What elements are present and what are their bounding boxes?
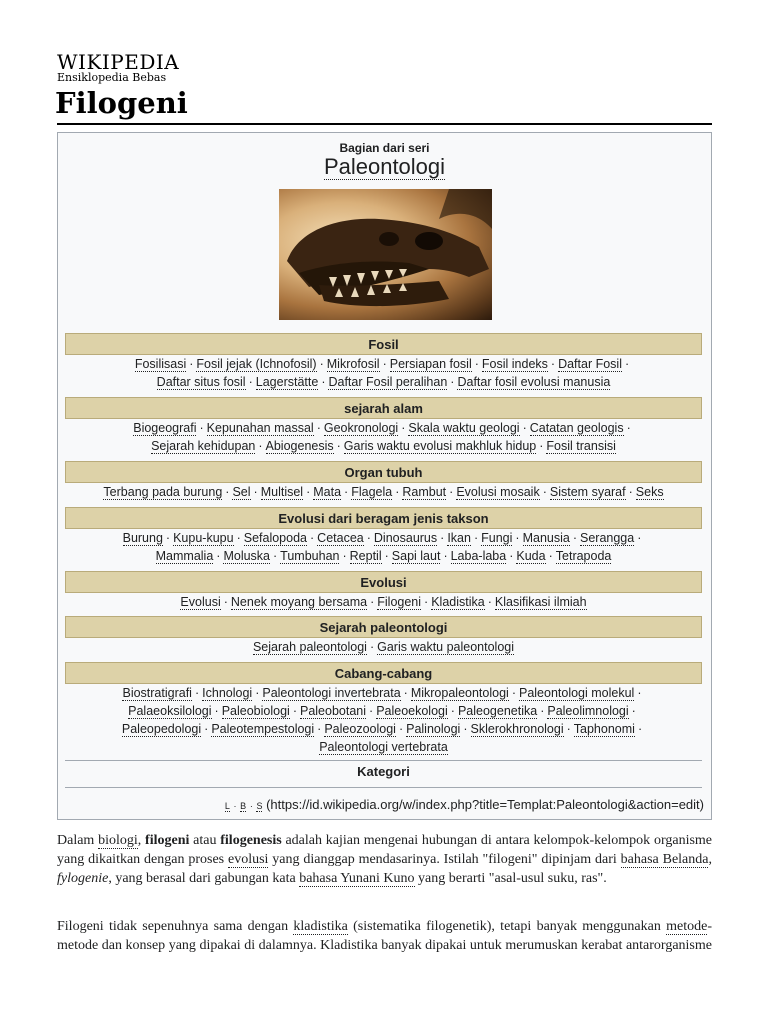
link-separator: ·: [572, 531, 577, 545]
nav-link[interactable]: Paleoekologi: [376, 704, 448, 718]
link-separator: ·: [424, 595, 429, 609]
nav-link[interactable]: Biogeografi: [133, 421, 197, 435]
link-separator: ·: [189, 357, 194, 371]
section-links-line: [65, 437, 702, 455]
nav-link[interactable]: Catatan geologis: [529, 421, 624, 435]
nav-link[interactable]: Fosil jejak (Ichnofosil): [196, 357, 317, 371]
nav-link[interactable]: Palaeoksilologi: [128, 704, 212, 718]
nav-link[interactable]: Terbang pada burung: [103, 485, 223, 499]
link-separator: ·: [258, 439, 263, 453]
link-separator: ·: [566, 722, 571, 736]
link-separator: ·: [401, 421, 406, 435]
nav-link[interactable]: Fosilisasi: [134, 357, 187, 371]
link-separator: ·: [336, 439, 341, 453]
series-title: [58, 153, 711, 181]
section-links-line: [65, 547, 702, 565]
link-separator: ·: [344, 485, 349, 499]
link-separator: ·: [223, 595, 228, 609]
nav-link[interactable]: Paleontologi molekul: [518, 686, 635, 700]
paragraph-text: Filogeni tidak sepenuhnya sama dengan: [57, 919, 294, 934]
paragraph-text: ,: [137, 833, 146, 848]
nav-link[interactable]: Biostratigrafi: [122, 686, 192, 700]
nav-link[interactable]: Reptil: [349, 549, 382, 563]
article-link[interactable]: biologi: [98, 833, 138, 848]
nav-link[interactable]: Ichnologi: [202, 686, 253, 700]
nav-link[interactable]: Cetacea: [317, 531, 364, 545]
link-separator: ·: [204, 722, 209, 736]
link-separator: ·: [306, 485, 311, 499]
section-links-line: [65, 593, 702, 611]
link-separator: ·: [199, 421, 204, 435]
nav-link[interactable]: Nenek moyang bersama: [230, 595, 368, 609]
nav-link[interactable]: Kupu-kupu: [173, 531, 234, 545]
link-separator: ·: [637, 531, 642, 545]
nav-link[interactable]: Paleozoologi: [324, 722, 396, 736]
nav-link[interactable]: Ikan: [447, 531, 471, 545]
section-header[interactable]: Sejarah paleontologi: [65, 616, 702, 638]
paragraph-text: , yang berasal dari gabungan kata: [108, 871, 300, 886]
nav-link[interactable]: Kepunahan massal: [206, 421, 314, 435]
kategori-divider-top: [65, 760, 702, 761]
nav-link[interactable]: Mammalia: [155, 549, 214, 563]
nav-link[interactable]: Tumbuhan: [280, 549, 340, 563]
section-links-line: [65, 738, 702, 756]
paragraph-text: Dalam: [57, 833, 99, 848]
navbar-separator: ·: [249, 801, 253, 811]
nav-link[interactable]: Mata: [313, 485, 342, 499]
nav-link[interactable]: Kuda: [516, 549, 546, 563]
link-separator: ·: [214, 704, 219, 718]
link-separator: ·: [319, 357, 324, 371]
nav-link[interactable]: Burung: [122, 531, 163, 545]
nav-link[interactable]: Moluska: [223, 549, 270, 563]
nav-link[interactable]: Daftar situs fosil: [156, 375, 246, 389]
nav-link[interactable]: Paleontologi vertebrata: [319, 740, 448, 754]
link-separator: ·: [384, 549, 389, 563]
paragraph-text: yang dianggap mendasarinya. Istilah "filogeni" dipinjam dari: [268, 852, 621, 867]
section-links-line: [65, 638, 702, 656]
nav-link[interactable]: Garis waktu evolusi makhluk hidup: [343, 439, 537, 453]
nav-link[interactable]: Paleopedologi: [121, 722, 202, 736]
nav-link[interactable]: Sistem syaraf: [549, 485, 626, 499]
article-link[interactable]: kladistika: [293, 919, 348, 934]
nav-link[interactable]: Paleogenetika: [457, 704, 538, 718]
paleontology-infobox: [57, 132, 712, 820]
link-separator: ·: [342, 549, 347, 563]
link-separator: ·: [511, 686, 516, 700]
nav-link[interactable]: Geokronologi: [323, 421, 399, 435]
link-separator: ·: [637, 722, 643, 736]
link-separator: ·: [626, 421, 631, 435]
section-header[interactable]: Cabang-cabang: [65, 662, 702, 684]
link-separator: ·: [449, 485, 454, 499]
section-header[interactable]: Fosil: [65, 333, 702, 355]
nav-link[interactable]: Seks: [635, 485, 664, 499]
link-separator: ·: [540, 704, 545, 718]
paragraph-text: atau: [189, 833, 221, 848]
kategori-link[interactable]: Kategori: [357, 764, 410, 779]
nav-link[interactable]: Paleobiologi: [221, 704, 290, 718]
section-header[interactable]: Evolusi: [65, 571, 702, 593]
paragraph-text: ,: [708, 852, 712, 867]
nav-link[interactable]: Sefalopoda: [243, 531, 307, 545]
template-navbar: [225, 796, 704, 815]
link-separator: ·: [515, 531, 520, 545]
nav-link[interactable]: Dinosaurus: [373, 531, 438, 545]
site-tagline: Ensiklopedia Bebas: [57, 71, 167, 84]
nav-link[interactable]: Sklerokhronologi: [470, 722, 564, 736]
dinosaur-skull-illustration: [279, 189, 492, 320]
nav-link[interactable]: Persiapan fosil: [389, 357, 472, 371]
nav-link[interactable]: Sel: [232, 485, 251, 499]
bold-term: filogeni: [145, 833, 190, 848]
article-link[interactable]: metode: [666, 919, 708, 934]
paragraph-text: yang berarti "asal-usul suku, ras".: [414, 871, 607, 886]
nav-link[interactable]: Tetrapoda: [555, 549, 612, 563]
link-separator: ·: [165, 531, 171, 545]
nav-link[interactable]: Skala waktu geologi: [408, 421, 520, 435]
link-separator: ·: [225, 485, 230, 499]
link-separator: ·: [292, 704, 297, 718]
link-separator: ·: [382, 357, 387, 371]
link-separator: ·: [487, 595, 492, 609]
link-separator: ·: [403, 686, 408, 700]
nav-link[interactable]: Evolusi mosaik: [456, 485, 540, 499]
dinosaur-skull-image[interactable]: [279, 189, 492, 320]
nav-link[interactable]: Sejarah kehidupan: [151, 439, 256, 453]
nav-link[interactable]: Fungi: [481, 531, 513, 545]
link-separator: ·: [316, 421, 321, 435]
article-link[interactable]: bahasa Yunani Kuno: [299, 871, 415, 886]
section-links-line: [65, 373, 702, 391]
link-separator: ·: [369, 640, 375, 654]
link-separator: ·: [624, 357, 630, 371]
section-header[interactable]: Evolusi dari beragam jenis takson: [65, 507, 702, 529]
link-separator: ·: [310, 531, 315, 545]
link-separator: ·: [450, 375, 455, 389]
discuss-template-link[interactable]: B: [240, 801, 247, 811]
link-separator: ·: [216, 549, 221, 563]
nav-link[interactable]: Filogeni: [377, 595, 422, 609]
series-title-link[interactable]: Paleontologi: [323, 154, 446, 179]
nav-link[interactable]: Mikrofosil: [326, 357, 380, 371]
link-separator: ·: [395, 485, 400, 499]
series-label: Bagian dari seri: [339, 141, 430, 155]
kategori-divider-bottom: [65, 787, 702, 788]
link-separator: ·: [628, 485, 633, 499]
link-separator: ·: [440, 531, 445, 545]
article-link[interactable]: bahasa Belanda: [620, 852, 709, 867]
navbar-separator: ·: [233, 801, 237, 811]
section-links-line: [65, 720, 702, 738]
nav-link[interactable]: Multisel: [260, 485, 304, 499]
nav-link[interactable]: Paleolimnologi: [547, 704, 629, 718]
link-separator: ·: [369, 704, 374, 718]
link-separator: ·: [548, 549, 553, 563]
article-link[interactable]: evolusi: [227, 852, 269, 867]
nav-link[interactable]: Palinologi: [406, 722, 461, 736]
italic-term: fylogenie: [57, 871, 109, 886]
bold-term: filogenesis: [220, 833, 282, 848]
wikipedia-wordmark[interactable]: WIKIPEDIA: [57, 50, 180, 74]
link-separator: ·: [463, 722, 468, 736]
nav-link[interactable]: Daftar Fosil peralihan: [328, 375, 448, 389]
nav-link[interactable]: Evolusi: [180, 595, 221, 609]
nav-link[interactable]: Abiogenesis: [265, 439, 334, 453]
nav-link[interactable]: Laba-laba: [450, 549, 507, 563]
nav-link[interactable]: Lagerstätte: [255, 375, 319, 389]
edit-template-url: (https://id.wikipedia.org/w/index.php?title=Templat:Paleontologi&action=edit): [262, 797, 704, 812]
nav-link[interactable]: Paleontologi invertebrata: [262, 686, 401, 700]
nav-link[interactable]: Rambut: [402, 485, 447, 499]
nav-link[interactable]: Kladistika: [431, 595, 485, 609]
nav-link[interactable]: Flagela: [351, 485, 393, 499]
link-separator: ·: [509, 549, 514, 563]
nav-link[interactable]: Paleobotani: [299, 704, 367, 718]
section-header[interactable]: Organ tubuh: [65, 461, 702, 483]
link-separator: ·: [194, 686, 200, 700]
link-separator: ·: [550, 357, 556, 371]
nav-link[interactable]: Daftar fosil evolusi manusia: [457, 375, 611, 389]
nav-link[interactable]: Daftar Fosil: [558, 357, 622, 371]
link-separator: ·: [443, 549, 448, 563]
section-links-line: [65, 702, 702, 720]
link-separator: ·: [474, 357, 479, 371]
title-divider: [57, 123, 712, 125]
article-paragraph: [57, 831, 712, 888]
link-separator: ·: [637, 686, 642, 700]
view-template-link[interactable]: L: [224, 801, 230, 811]
nav-link[interactable]: Serangga: [580, 531, 635, 545]
link-separator: ·: [473, 531, 479, 545]
link-separator: ·: [253, 485, 258, 499]
nav-link[interactable]: Sejarah paleontologi: [252, 640, 367, 654]
page-cutoff: [0, 955, 768, 1024]
link-separator: ·: [542, 485, 547, 499]
link-separator: ·: [273, 549, 278, 563]
link-separator: ·: [450, 704, 455, 718]
link-separator: ·: [236, 531, 241, 545]
section-links-line: [65, 483, 702, 501]
nav-link[interactable]: Klasifikasi ilmiah: [494, 595, 587, 609]
link-separator: ·: [398, 722, 404, 736]
nav-link[interactable]: Paleotempestologi: [211, 722, 315, 736]
nav-link[interactable]: Fosil transisi: [546, 439, 616, 453]
section-header[interactable]: sejarah alam: [65, 397, 702, 419]
paragraph-text: (sistematika filogenetik), tetapi banyak menggunakan: [347, 919, 667, 934]
paragraph-text: -metode dan konsep yang dipakai di dalamnya. Kladistika banyak dipakai untuk merumuskan kerabat antarorganisme: [57, 919, 712, 953]
section-links-line: [65, 684, 702, 702]
nav-link[interactable]: Sapi laut: [391, 549, 441, 563]
nav-link[interactable]: Manusia: [522, 531, 570, 545]
page-title: Filogeni: [55, 86, 188, 120]
section-links-line: [65, 355, 702, 373]
nav-link[interactable]: Garis waktu paleontologi: [377, 640, 515, 654]
link-separator: ·: [539, 439, 544, 453]
nav-link[interactable]: Fosil indeks: [481, 357, 548, 371]
link-separator: ·: [370, 595, 375, 609]
link-separator: ·: [321, 375, 326, 389]
section-links-line: [65, 529, 702, 547]
link-separator: ·: [631, 704, 636, 718]
link-separator: ·: [522, 421, 527, 435]
nav-link[interactable]: Taphonomi: [573, 722, 635, 736]
link-separator: ·: [317, 722, 322, 736]
link-separator: ·: [366, 531, 371, 545]
link-separator: ·: [255, 686, 260, 700]
paragraph-text: adalah kajian mengenai hubungan di antara kelompok-kelompok organisme yang dikaitkan dengan proses: [57, 833, 713, 867]
link-separator: ·: [248, 375, 253, 389]
nav-link[interactable]: Mikropaleontologi: [410, 686, 509, 700]
edit-template-link[interactable]: S: [256, 801, 263, 811]
section-links-line: [65, 419, 702, 437]
